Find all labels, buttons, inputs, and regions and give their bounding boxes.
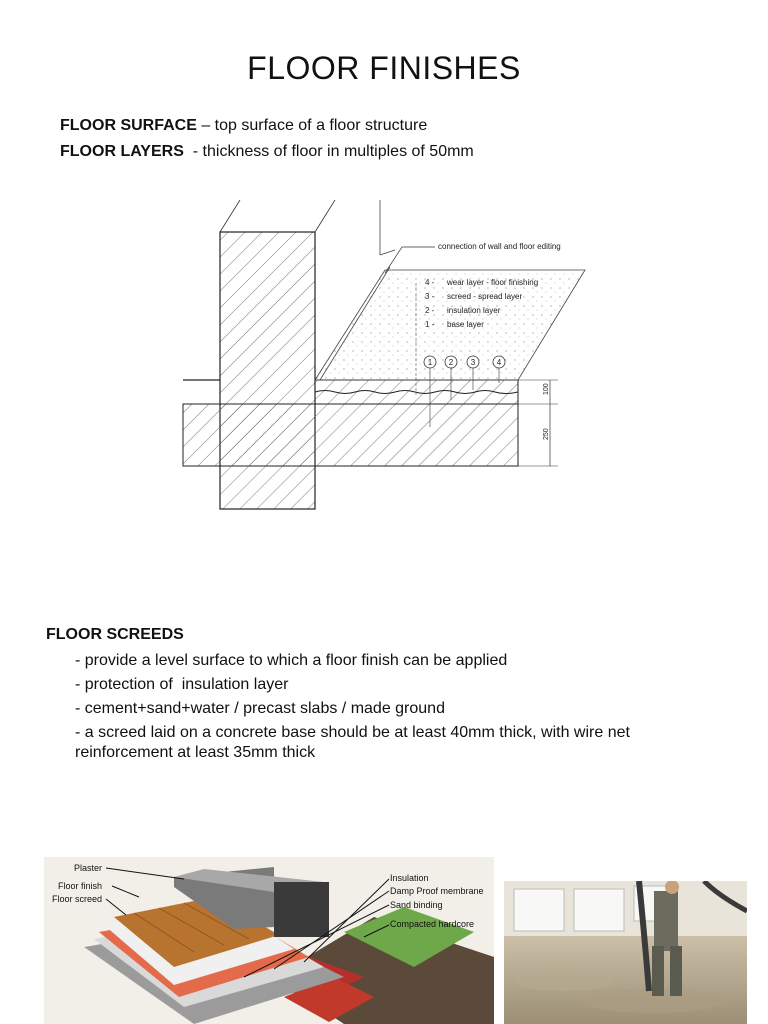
list-item: - protection of insulation layer [75,676,289,693]
list-item: - a screed laid on a concrete base should be at least 40mm thick, with wire net reinforcement at least 35mm thick [75,724,630,761]
definition-floor-layers [60,143,474,161]
circle-label: 3 [470,358,476,367]
layer-label: insulation layer [447,306,501,315]
layer-num: 2 - [425,306,435,315]
layer-num: 3 - [425,292,435,301]
label-dpm: Damp Proof membrane [390,886,484,896]
layer-num: 1 - [425,320,435,329]
layer-label: base layer [447,320,484,329]
floor-section-drawing [180,195,590,515]
definition-term: FLOOR LAYERS [60,143,184,160]
label-floor-finish: Floor finish [58,881,103,891]
definition-term: FLOOR SURFACE [60,117,197,134]
layer-label: screed - spread layer [447,292,523,301]
definition-floor-surface [60,117,427,135]
label-plaster: Plaster [74,863,103,873]
screeds-heading: FLOOR SCREEDS [46,626,184,643]
list-item: - cement+sand+water / precast slabs / made ground [75,700,445,717]
circle-label: 4 [496,358,502,367]
definition-text: – top surface of a floor structure [196,117,428,134]
list-item: - provide a level surface to which a floor finish can be applied [75,652,508,669]
callout-label: connection of wall and floor editing [438,242,561,251]
definition-text: - thickness of floor in multiples of 50mm [183,143,474,160]
label-hardcore: Compacted hardcore [390,919,475,929]
label-sand-binding: Sand binding [390,900,443,910]
screed-pouring-photo [504,881,747,1024]
floor-buildup-illustration [44,857,494,1024]
base-slab [183,404,518,466]
layer-label: wear layer - floor finishing [447,278,539,287]
dimension-lines [518,380,558,466]
dim-floor-label: 100 [543,383,550,395]
label-insulation: Insulation [390,873,429,883]
label-floor-screed: Floor screed [52,894,103,904]
dim-slab-label: 250 [543,428,550,440]
page-title: FLOOR FINISHES [247,50,521,86]
circle-label: 1 [427,358,433,367]
circle-label: 2 [448,358,454,367]
layer-num: 4 - [425,278,435,287]
screeds-list [75,651,715,767]
wall-section [220,232,315,509]
